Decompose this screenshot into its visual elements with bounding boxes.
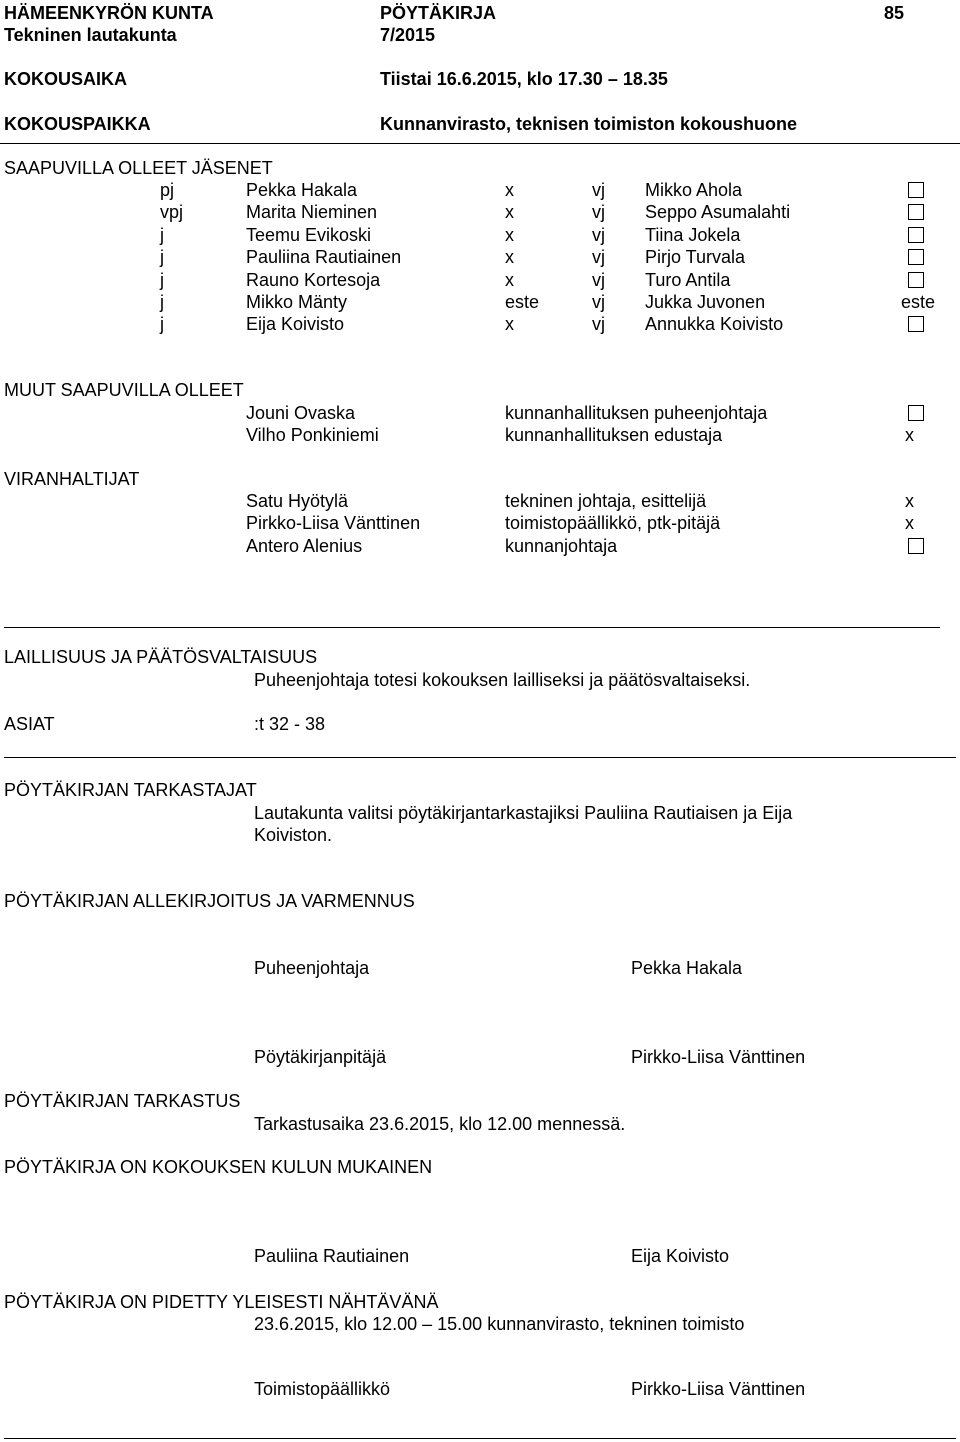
meeting-place-value: Kunnanvirasto, teknisen toimiston kokoushuone bbox=[380, 114, 798, 134]
person-role: kunnanhallituksen edustaja bbox=[505, 425, 723, 446]
member-role: pj bbox=[160, 180, 175, 200]
chair-name: Pekka Hakala bbox=[631, 958, 743, 978]
person-name: Jouni Ovaska bbox=[246, 403, 356, 423]
page-number: 85 bbox=[884, 3, 905, 23]
person-role: kunnanjohtaja bbox=[505, 535, 618, 556]
board-name: Tekninen lautakunta bbox=[4, 25, 177, 45]
meeting-time-value: Tiistai 16.6.2015, klo 17.30 – 18.35 bbox=[380, 69, 668, 89]
member-attendance: x bbox=[505, 269, 514, 290]
person-attendance: x bbox=[905, 425, 914, 446]
conformity-signer-2: Eija Koivisto bbox=[631, 1246, 730, 1266]
member-role: j bbox=[160, 292, 164, 312]
secretary-name: Pirkko-Liisa Vänttinen bbox=[631, 1047, 806, 1067]
header-rule bbox=[0, 143, 960, 144]
deputy-name: Turo Antila bbox=[645, 269, 731, 290]
checkers-text-2: Koiviston. bbox=[254, 825, 333, 845]
deputy-role: vj bbox=[592, 180, 605, 200]
doc-number: 7/2015 bbox=[380, 25, 436, 45]
deputy-name: Pirjo Turvala bbox=[645, 247, 746, 268]
deputy-name: Tiina Jokela bbox=[645, 224, 741, 245]
person-role: kunnanhallituksen puheenjohtaja bbox=[505, 403, 768, 423]
section-rule-1 bbox=[4, 627, 940, 628]
person-name: Satu Hyötylä bbox=[246, 491, 349, 511]
attendance-checkbox bbox=[908, 538, 924, 554]
deputy-role: vj bbox=[592, 269, 605, 290]
member-attendance: x bbox=[505, 202, 514, 223]
deputy-name: Annukka Koivisto bbox=[645, 314, 784, 335]
member-attendance: x bbox=[505, 314, 514, 335]
deputy-name: Mikko Ahola bbox=[645, 180, 743, 200]
member-role: vpj bbox=[160, 202, 184, 223]
others-title: MUUT SAAPUVILLA OLLEET bbox=[4, 380, 244, 400]
items-label: ASIAT bbox=[4, 714, 55, 734]
signing-title: PÖYTÄKIRJAN ALLEKIRJOITUS JA VARMENNUS bbox=[4, 891, 415, 911]
member-role: j bbox=[160, 224, 164, 245]
member-attendance: x bbox=[505, 224, 514, 245]
conformity-signer-1: Pauliina Rautiainen bbox=[254, 1246, 410, 1266]
deputy-attendance: este bbox=[901, 292, 936, 312]
member-attendance: este bbox=[505, 292, 540, 312]
member-name: Pauliina Rautiainen bbox=[246, 247, 402, 268]
members-title: SAAPUVILLA OLLEET JÄSENET bbox=[4, 158, 273, 178]
secretary-label: Pöytäkirjanpitäjä bbox=[254, 1047, 387, 1067]
member-role: j bbox=[160, 269, 164, 290]
deputy-name: Jukka Juvonen bbox=[645, 292, 766, 312]
attendance-checkbox bbox=[908, 227, 924, 243]
public-signer-title: Toimistopäällikkö bbox=[254, 1379, 391, 1399]
deputy-role: vj bbox=[592, 247, 605, 268]
attendance-checkbox bbox=[908, 204, 924, 220]
legality-text: Puheenjohtaja totesi kokouksen lailliseksi ja päätösvaltaiseksi. bbox=[254, 670, 751, 690]
attendance-checkbox bbox=[908, 272, 924, 288]
attendance-checkbox bbox=[908, 249, 924, 265]
member-role: j bbox=[160, 247, 164, 268]
attendance-checkbox bbox=[908, 405, 924, 421]
doc-type: PÖYTÄKIRJA bbox=[380, 3, 497, 23]
member-attendance: x bbox=[505, 247, 514, 268]
member-role: j bbox=[160, 314, 164, 335]
member-name: Marita Nieminen bbox=[246, 202, 378, 223]
footer-rule bbox=[4, 1438, 956, 1439]
deputy-role: vj bbox=[592, 224, 605, 245]
public-title: PÖYTÄKIRJA ON PIDETTY YLEISESTI NÄHTÄVÄNÄ bbox=[4, 1292, 439, 1312]
deputy-role: vj bbox=[592, 314, 605, 335]
deputy-name: Seppo Asumalahti bbox=[645, 202, 791, 223]
chair-label: Puheenjohtaja bbox=[254, 958, 370, 978]
attendance-checkbox bbox=[908, 316, 924, 332]
member-attendance: x bbox=[505, 180, 514, 200]
inspection-text: Tarkastusaika 23.6.2015, klo 12.00 mennessä. bbox=[254, 1114, 626, 1134]
section-rule-2 bbox=[4, 757, 956, 758]
member-name: Eija Koivisto bbox=[246, 314, 345, 335]
org-name: HÄMEENKYRÖN KUNTA bbox=[4, 3, 214, 23]
person-role: tekninen johtaja, esittelijä bbox=[505, 491, 707, 511]
person-name: Pirkko-Liisa Vänttinen bbox=[246, 513, 421, 534]
person-name: Antero Alenius bbox=[246, 535, 363, 556]
checkers-text-1: Lautakunta valitsi pöytäkirjantarkastajiksi Pauliina Rautiaisen ja Eija bbox=[254, 803, 793, 823]
person-role: toimistopäällikkö, ptk-pitäjä bbox=[505, 513, 721, 534]
deputy-role: vj bbox=[592, 292, 605, 312]
member-name: Mikko Mänty bbox=[246, 292, 348, 312]
deputy-role: vj bbox=[592, 202, 605, 223]
public-signer-name: Pirkko-Liisa Vänttinen bbox=[631, 1379, 806, 1399]
attendance-checkbox bbox=[908, 182, 924, 198]
legality-title: LAILLISUUS JA PÄÄTÖSVALTAISUUS bbox=[4, 647, 318, 667]
meeting-time-label: KOKOUSAIKA bbox=[4, 69, 128, 89]
inspection-title: PÖYTÄKIRJAN TARKASTUS bbox=[4, 1091, 241, 1111]
member-name: Teemu Evikoski bbox=[246, 224, 372, 245]
meeting-place-label: KOKOUSPAIKKA bbox=[4, 114, 151, 134]
person-name: Vilho Ponkiniemi bbox=[246, 425, 379, 446]
person-attendance: x bbox=[905, 491, 914, 511]
public-text: 23.6.2015, klo 12.00 – 15.00 kunnanvirasto, tekninen toimisto bbox=[254, 1314, 745, 1334]
checkers-title: PÖYTÄKIRJAN TARKASTAJAT bbox=[4, 780, 257, 800]
member-name: Rauno Kortesoja bbox=[246, 269, 381, 290]
items-value: :t 32 - 38 bbox=[254, 714, 326, 734]
officials-title: VIRANHALTIJAT bbox=[4, 469, 140, 489]
conformity-title: PÖYTÄKIRJA ON KOKOUKSEN KULUN MUKAINEN bbox=[4, 1157, 433, 1177]
member-name: Pekka Hakala bbox=[246, 180, 358, 200]
person-attendance: x bbox=[905, 513, 914, 534]
